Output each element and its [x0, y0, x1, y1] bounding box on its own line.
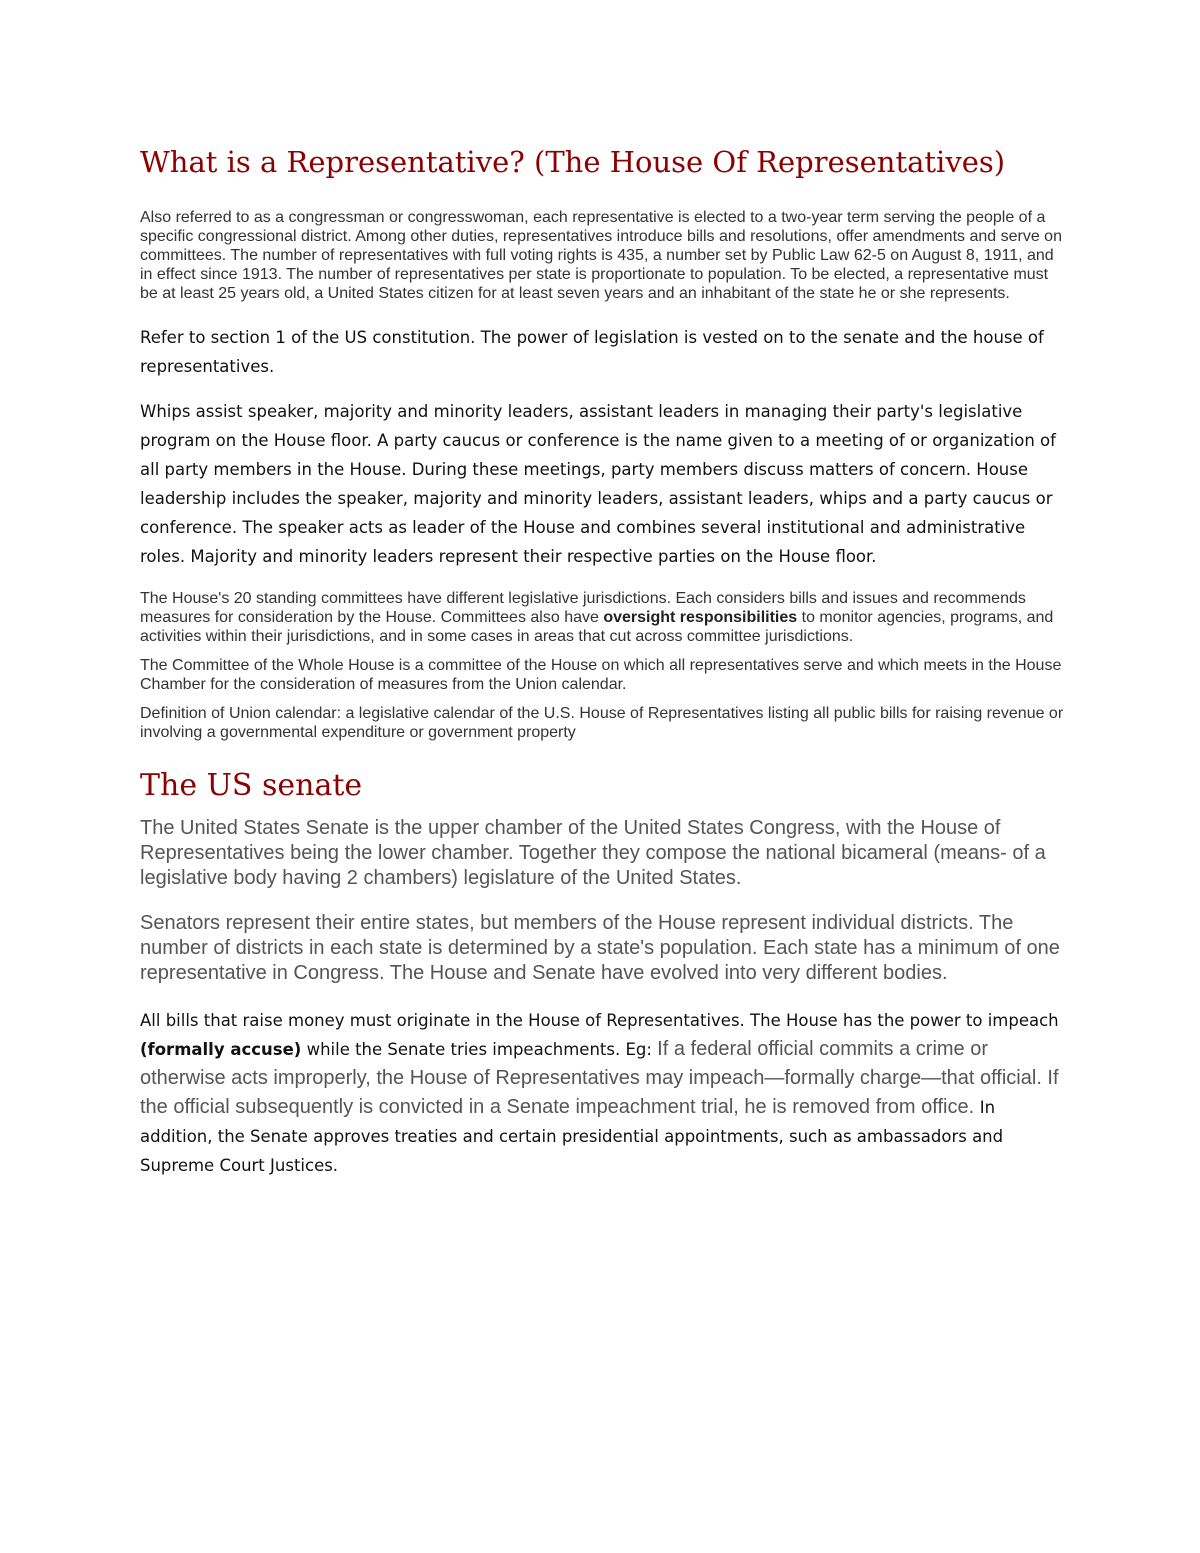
committee-of-whole-paragraph: The Committee of the Whole House is a committee of the House on which all representatives serve and which meets in the House Chamber for the consideration of measures from the Union calendar. [140, 657, 1062, 693]
house-heading: What is a Representative? (The House Of Representatives) [140, 145, 1006, 179]
senate-paragraph-2: Senators represent their entire states, but members of the House represent individual districts. The number of districts in each state is determined by a state's population. Each state has a minimum of one representative in Congress. The House and Senate have evolved into very different bodies. [140, 912, 1060, 984]
constitution-paragraph: Refer to section 1 of the US constitution. The power of legislation is vested on to the senate and the house of representatives. [140, 328, 1044, 376]
whips-paragraph: Whips assist speaker, majority and minority leaders, assistant leaders in managing their party's legislative program on the House floor. A party caucus or conference is the name given to a meeting of or organization of all party members in the House. During these meetings, party members discuss matters of concern. House leadership includes the speaker, majority and minority leaders, assistant leaders, whips and a party caucus or conference. The speaker acts as leader of the House and combines several institutional and administrative roles. Majority and minority leaders represent their respective parties on the House floor. [140, 402, 1056, 566]
impeachment-example-text: If a federal official commits a crime or otherwise acts improperly, the House of Representatives may impeach—formally charge—that official. If the official subsequently is convicted in a Senate impeachment trial, he is removed from office. [140, 1038, 1059, 1118]
representative-intro-paragraph: Also referred to as a congressman or congresswoman, each representative is elected to a two-year term serving the people of a specific congressional district. Among other duties, representatives introduce bills and resolutions, offer amendments and serve on committees. The number of representatives with full voting rights is 435, a number set by Public Law 62-5 on August 8, 1911, and in effect since 1913. The number of representatives per state is proportionate to population. To be elected, a representative must be at least 25 years old, a United States citizen for at least seven years and an inhabitant of the state he or she represents. [140, 209, 1062, 302]
senate-paragraph-1: The United States Senate is the upper chamber of the United States Congress, with the House of Representatives being the lower chamber. Together they compose the national bicameral (means- of a legislative body having 2 chambers) legislature of the United States. [140, 817, 1046, 889]
formally-accuse-text: (formally accuse) [140, 1040, 302, 1059]
committees-text-start: The House's 20 standing committees have different legislative jurisdictions. Each considers bills and issues and recommends measures for consideration by the House. Committees also have [140, 590, 1026, 626]
union-calendar-definition: Definition of Union calendar: a legislative calendar of the U.S. House of Representatives listing all public bills for raising revenue or involving a governmental expenditure or government property [140, 705, 1064, 741]
committees-text-end: to monitor agencies, programs, and activities within their jurisdictions, and in some cases in areas that cut across committee jurisdictions. [140, 609, 1054, 645]
senate-tries-text: while the Senate tries impeachments. Eg: [301, 1040, 658, 1059]
senate-paragraph-3 [140, 1006, 1065, 1180]
committees-paragraph [140, 589, 1065, 646]
bills-origin-text: All bills that raise money must originate in the House of Representatives. The House has the power to impeach [140, 1011, 1059, 1030]
document-page [140, 140, 1065, 1180]
senate-heading: The US senate [140, 768, 363, 803]
senate-approves-text: In addition, the Senate approves treaties and certain presidential appointments, such as ambassadors and Supreme Court Justices. [140, 1098, 1004, 1175]
oversight-responsibilities-emphasis: oversight responsibilities [603, 609, 798, 626]
